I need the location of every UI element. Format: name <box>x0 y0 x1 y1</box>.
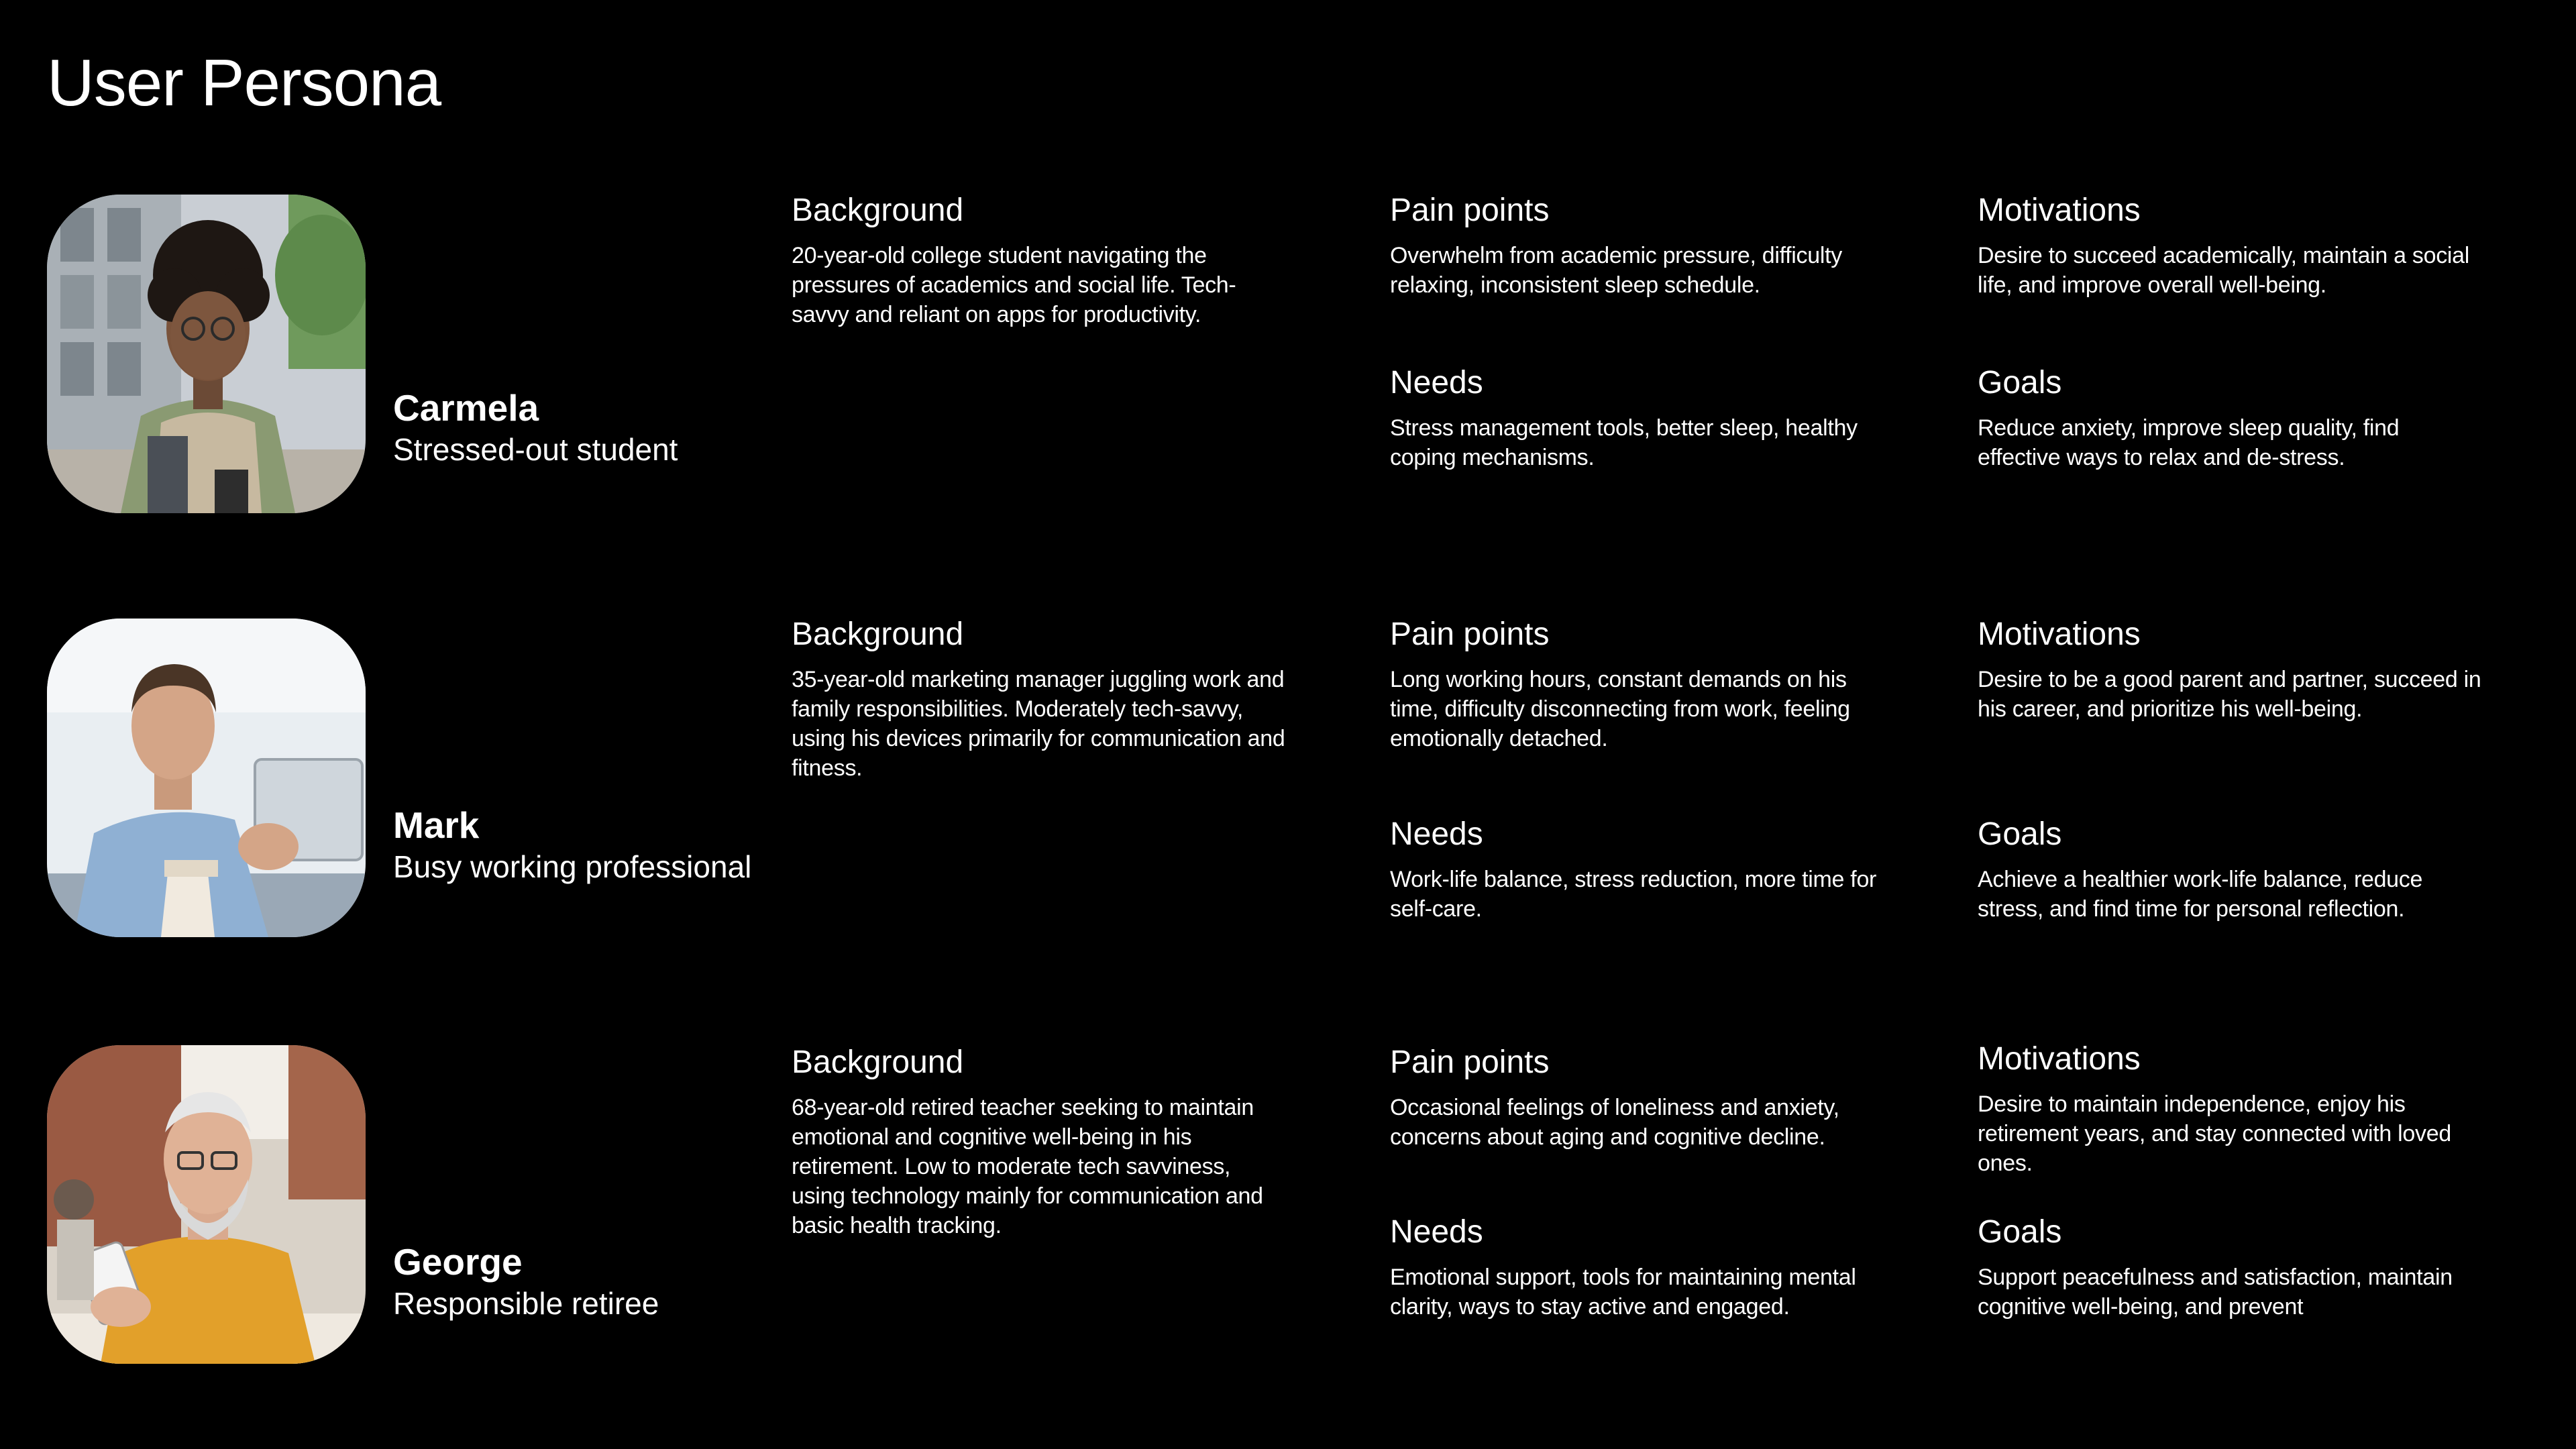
page-title: User Persona <box>47 46 441 119</box>
goals-section <box>1978 815 2487 924</box>
needs-section <box>1390 1213 1886 1322</box>
background-text: 35-year-old marketing manager juggling work and family responsibilities. Moderately tech-savvy, using his devices primarily for communication and fitness. <box>792 666 1285 781</box>
goals-heading: Goals <box>1978 1214 2062 1250</box>
pain-points-heading: Pain points <box>1390 1044 1550 1080</box>
motivations-section <box>1978 1040 2487 1178</box>
persona-name: George <box>393 1241 523 1283</box>
motivations-text: Desire to maintain independence, enjoy his retirement years, and stay connected with loved ones. <box>1978 1091 2451 1176</box>
goals-text: Support peacefulness and satisfaction, maintain cognitive well-being, and prevent <box>1978 1264 2453 1320</box>
pain-points-section <box>1390 191 1886 300</box>
motivations-heading: Motivations <box>1978 193 2141 228</box>
avatar-carmela <box>47 195 366 513</box>
background-section <box>792 1043 1288 1240</box>
pain-points-section <box>1390 615 1886 753</box>
motivations-text: Desire to be a good parent and partner, succeed in his career, and prioritize his well-being. <box>1978 666 2481 722</box>
needs-section <box>1390 815 1886 924</box>
needs-heading: Needs <box>1390 1214 1483 1250</box>
avatar-mark <box>47 619 366 937</box>
avatar-george <box>47 1045 366 1364</box>
motivations-heading: Motivations <box>1978 616 2141 652</box>
persona-role: Stressed-out student <box>393 432 678 467</box>
needs-text: Stress management tools, better sleep, healthy coping mechanisms. <box>1390 415 1858 470</box>
goals-heading: Goals <box>1978 365 2062 400</box>
goals-text: Reduce anxiety, improve sleep quality, find effective ways to relax and de-stress. <box>1978 415 2400 470</box>
background-heading: Background <box>792 1044 964 1080</box>
motivations-section <box>1978 191 2487 300</box>
pain-points-heading: Pain points <box>1390 616 1550 652</box>
background-section <box>792 615 1288 783</box>
motivations-text: Desire to succeed academically, maintain a social life, and improve overall well-being. <box>1978 242 2470 298</box>
goals-heading: Goals <box>1978 816 2062 852</box>
pain-points-text: Occasional feelings of loneliness and anxiety, concerns about aging and cognitive decline. <box>1390 1094 1839 1150</box>
persona-identity <box>393 803 751 888</box>
pain-points-text: Overwhelm from academic pressure, difficulty relaxing, inconsistent sleep schedule. <box>1390 242 1842 298</box>
pain-points-section <box>1390 1043 1886 1152</box>
persona-name: Mark <box>393 804 480 846</box>
background-heading: Background <box>792 193 964 228</box>
needs-text: Work-life balance, stress reduction, more time for self-care. <box>1390 866 1877 922</box>
persona-role: Busy working professional <box>393 849 752 884</box>
pain-points-heading: Pain points <box>1390 193 1550 228</box>
persona-identity <box>393 1240 659 1324</box>
goals-text: Achieve a healthier work-life balance, reduce stress, and find time for personal reflection. <box>1978 866 2423 922</box>
background-text: 68-year-old retired teacher seeking to maintain emotional and cognitive well-being in his retirement. Low to moderate tech savviness, using technology mainly for communication and basic health tracking. <box>792 1094 1263 1238</box>
goals-section <box>1978 364 2487 472</box>
persona-role: Responsible retiree <box>393 1286 659 1321</box>
needs-text: Emotional support, tools for maintaining mental clarity, ways to stay active and engaged. <box>1390 1264 1856 1320</box>
goals-section <box>1978 1213 2487 1322</box>
background-section <box>792 191 1288 329</box>
motivations-section <box>1978 615 2487 724</box>
needs-heading: Needs <box>1390 816 1483 852</box>
persona-name: Carmela <box>393 387 539 429</box>
background-heading: Background <box>792 616 964 652</box>
needs-section <box>1390 364 1886 472</box>
pain-points-text: Long working hours, constant demands on his time, difficulty disconnecting from work, feeling emotionally detached. <box>1390 666 1850 751</box>
background-text: 20-year-old college student navigating the pressures of academics and social life. Tech-savvy and reliant on apps for productivity. <box>792 242 1236 327</box>
persona-identity <box>393 386 678 470</box>
needs-heading: Needs <box>1390 365 1483 400</box>
motivations-heading: Motivations <box>1978 1041 2141 1077</box>
